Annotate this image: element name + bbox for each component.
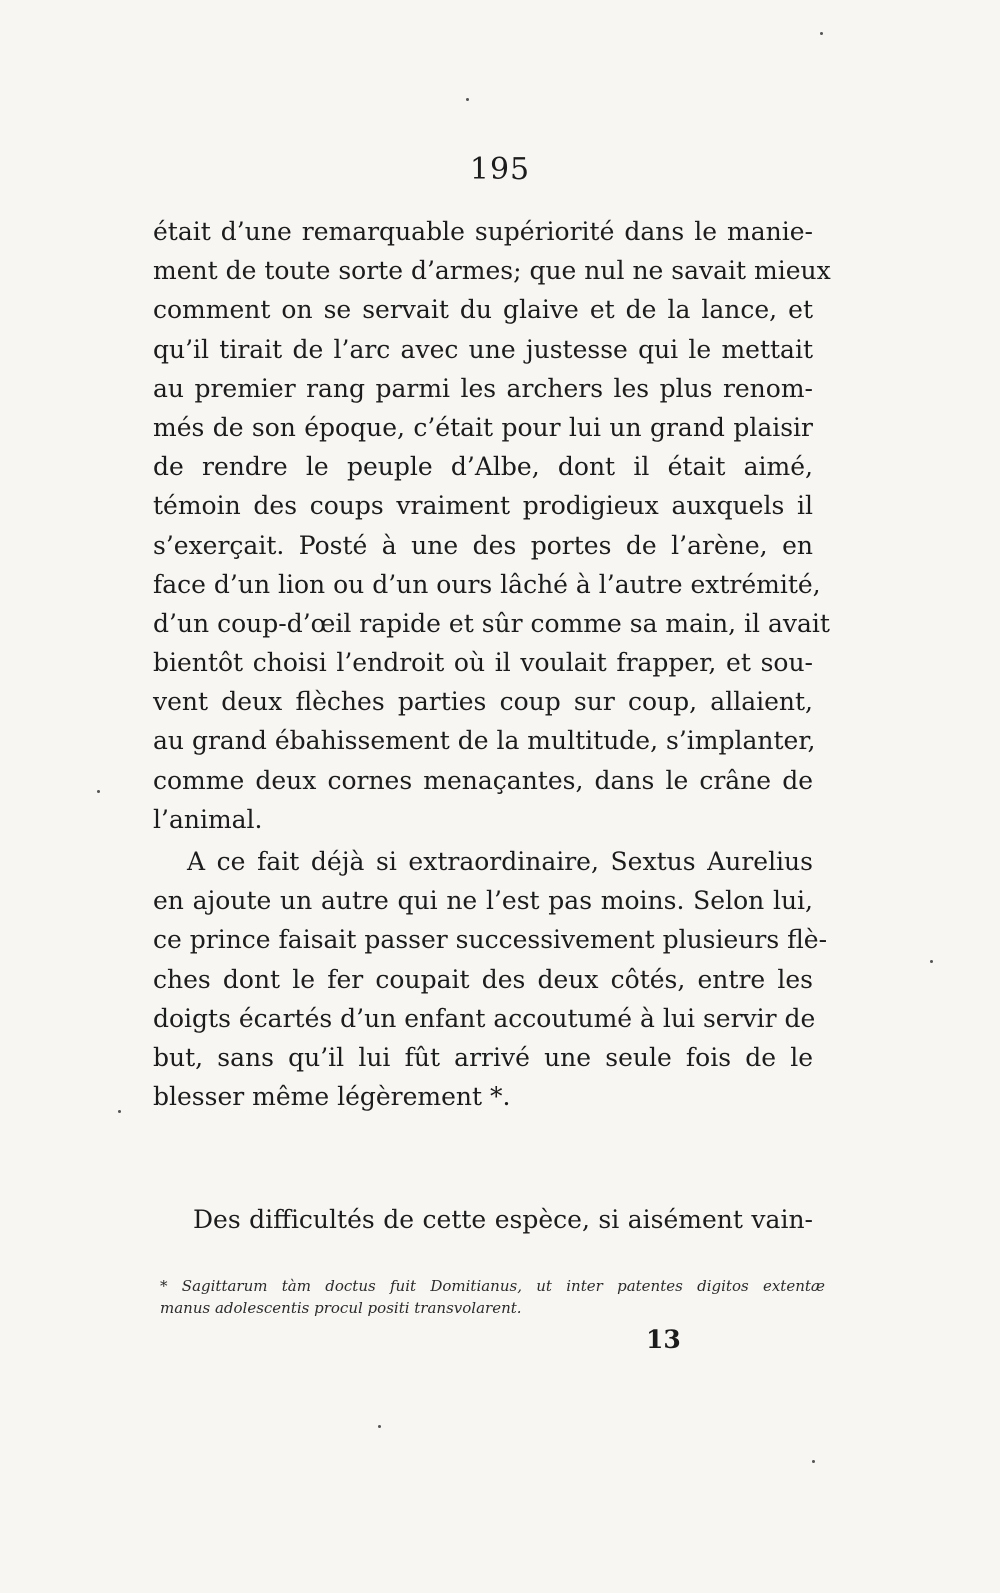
paper-speck [466, 98, 469, 101]
paper-speck [97, 790, 100, 793]
text-line: bientôt choisi l’endroit où il voulait frapper, et sou- [153, 648, 813, 678]
text-line: qu’il tirait de l’arc avec une justesse qui le mettait [153, 334, 813, 364]
paper-speck [812, 1460, 815, 1463]
signature-mark: 13 [646, 1325, 681, 1354]
text-line: était d’une remarquable supériorité dans le manie- [153, 217, 813, 246]
text-line: més de son époque, c’était pour lui un grand plaisir [153, 412, 813, 442]
continuation-paragraph [153, 1200, 813, 1239]
text-line: Des difficultés de cette espèce, si aisément vain- [193, 1205, 813, 1234]
body-text [153, 212, 831, 1116]
text-line: au premier rang parmi les archers les plus renom- [153, 373, 813, 403]
text-line: s’exerçait. Posté à une des portes de l’arène, en [153, 530, 813, 560]
text-line: face d’un lion ou d’un ours lâché à l’autre extrémité, [153, 569, 821, 599]
text-line: témoin des coups vraiment prodigieux auxquels il [153, 491, 813, 521]
text-line: vent deux flèches parties coup sur coup, allaient, [153, 687, 813, 717]
text-line: ment de toute sorte d’armes; que nul ne savait mieux [153, 256, 831, 286]
text-line: ches dont le fer coupait des deux côtés, entre les [153, 964, 813, 994]
footnote-line: manus adolescentis procul positi transvolarent. [160, 1299, 522, 1317]
text-line: ce prince faisait passer successivement plusieurs flè- [153, 925, 828, 955]
paragraph-start-line: A ce fait déjà si extraordinaire, Sextus Aurelius [187, 847, 813, 876]
text-line: but, sans qu’il lui fût arrivé une seule fois de le [153, 1042, 813, 1072]
paper-speck [118, 1110, 121, 1113]
text-line: d’un coup-d’œil rapide et sûr comme sa main, il avait [153, 608, 830, 638]
footnote [160, 1275, 825, 1319]
text-line: blesser même légèrement *. [153, 1082, 511, 1112]
paper-speck [930, 960, 933, 963]
text-line: l’animal. [153, 804, 263, 834]
text-line: au grand ébahissement de la multitude, s’implanter, [153, 726, 816, 756]
text-line: comme deux cornes menaçantes, dans le crâne de [153, 765, 813, 795]
footnote-line: * Sagittarum tàm doctus fuit Domitianus, ut inter patentes digitos extentæ [160, 1277, 825, 1295]
page-number: 195 [469, 152, 531, 187]
paper-speck [820, 32, 823, 35]
text-line: comment on se servait du glaive et de la lance, et [153, 295, 813, 325]
text-line: en ajoute un autre qui ne l’est pas moins. Selon lui, [153, 886, 813, 916]
text-line: doigts écartés d’un enfant accoutumé à lui servir de [153, 1003, 816, 1033]
paper-speck [378, 1425, 381, 1428]
text-line: de rendre le peuple d’Albe, dont il était aimé, [153, 452, 813, 482]
